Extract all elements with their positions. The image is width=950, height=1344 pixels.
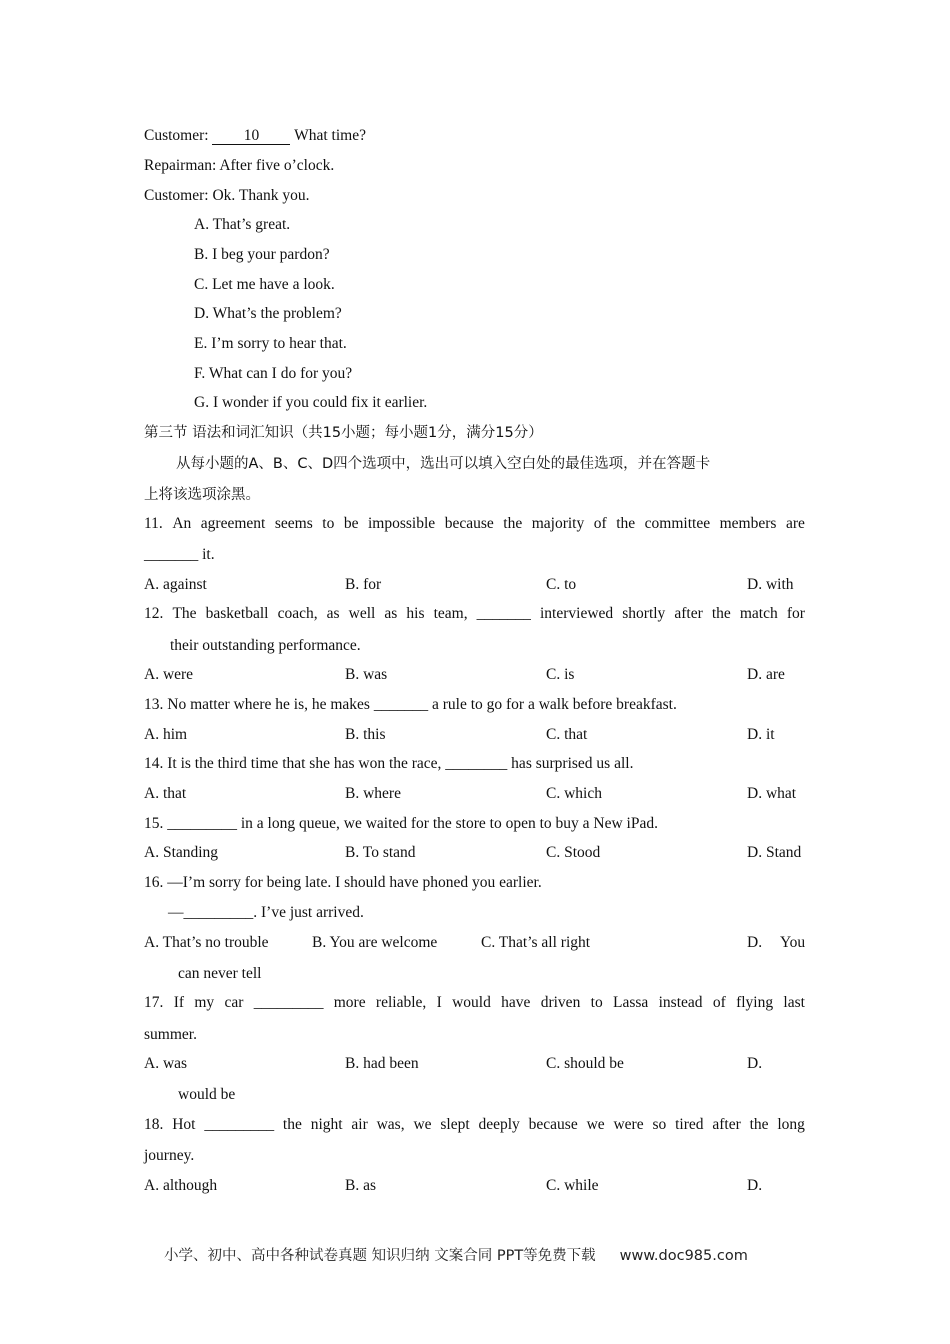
stem-word: air [351,1116,368,1133]
stem-word: reliable, [375,994,427,1011]
question-18-stem [144,1115,805,1135]
q13-option-a: A. him [144,726,188,743]
q13-option-c: C. that [546,726,588,743]
stem-word: as [326,605,340,622]
dialogue-line: Customer: Ok. Thank you. [144,187,310,204]
stem-word: flying [736,994,774,1011]
q11-option-a: A. against [144,576,207,593]
question-17-stem [144,993,805,1013]
q16-option-a: A. That’s no trouble [144,934,269,951]
q12-option-c: C. is [546,666,575,683]
stem-word: team, [433,605,468,622]
option-item: G. I wonder if you could fix it earlier. [194,394,428,411]
q17-option-b: B. had been [345,1055,419,1072]
stem-word: instead [658,994,703,1011]
q14-option-c: C. which [546,785,602,802]
dialogue-line-customer-10 [144,126,366,146]
q11-option-b: B. for [345,576,382,593]
q15-option-a: A. Standing [144,844,219,861]
question-13-stem: 13. No matter where he is, he makes _______ a rule to go for a walk before breakfast. [144,696,677,713]
q16-option-c: C. That’s all right [481,934,591,951]
stem-word: committee [644,515,711,532]
stem-word: members [719,515,777,532]
q12-option-b: B. was [345,666,388,683]
stem-word: for [786,605,805,622]
speaker-label: Customer: [144,127,209,144]
stem-word: because [444,515,494,532]
stem-word: Lassa [613,994,649,1011]
stem-word: are [785,515,805,532]
q12-option-d: D. are [747,666,785,683]
option-item: B. I beg your pardon? [194,246,330,263]
stem-word: so [652,1116,667,1133]
stem-word: the [749,1116,769,1133]
q14-option-a: A. that [144,785,187,802]
stem-word: basketball [205,605,269,622]
q16-option-d-text: You [780,934,806,951]
option-item: F. What can I do for you? [194,365,353,382]
section-instruction: 从每小题的A、B、C、D四个选项中，选出可以填入空白处的最佳选项，并在答题卡 [176,456,711,472]
footer-text: 小学、初中、高中各种试卷真题 知识归纳 文案合同 PPT等免费下载 [164,1248,596,1264]
stem-word: long [777,1116,805,1133]
stem-word: we [586,1116,605,1133]
stem-word: after [712,1116,741,1133]
option-item: A. That’s great. [194,216,291,233]
stem-word: 12. [144,605,164,622]
stem-word: seems [274,515,313,532]
stem-word: we [413,1116,432,1133]
q11-option-d: D. with [747,576,794,593]
stem-word: _______ [476,605,531,622]
q12-option-a: A. were [144,666,194,683]
q17-option-a: A. was [144,1055,188,1072]
stem-word: of [712,994,726,1011]
dialogue-line: Repairman: After five o’clock. [144,157,335,174]
question-12-stem [144,604,805,624]
q11-option-c: C. to [546,576,577,593]
stem-word: were [613,1116,644,1133]
stem-word: as [384,605,398,622]
stem-word: the [616,515,636,532]
footer-url-link[interactable]: www.doc985.com [619,1248,748,1264]
stem-word: I [436,994,442,1011]
stem-word: was, [376,1116,405,1133]
stem-word: driven [540,994,581,1011]
q16-option-b: B. You are welcome [312,934,438,951]
q16-option-d-cont: can never tell [178,965,262,982]
stem-word: have [501,994,531,1011]
section-instruction: 上将该选项涂黑。 [144,487,260,503]
stem-word: of [593,515,607,532]
q18-option-b: B. as [345,1177,376,1194]
question-11-stem-cont: _______ it. [144,546,215,563]
question-18-stem-cont: journey. [144,1147,195,1164]
stem-word: interviewed [540,605,614,622]
stem-word: tired [675,1116,704,1133]
stem-word: 17. [144,994,164,1011]
q15-option-b: B. To stand [345,844,416,861]
stem-word: to [322,515,335,532]
question-12-stem-cont: their outstanding performance. [170,637,361,654]
q15-option-c: C. Stood [546,844,601,861]
question-15-stem: 15. _________ in a long queue, we waited for the store to open to buy a New iPad. [144,815,658,832]
section-title: 第三节 语法和词汇知识（共15小题；每小题1分，满分15分） [144,425,543,441]
stem-word: his [406,605,425,622]
stem-word: my [194,994,215,1011]
q17-option-d-cont: would be [178,1086,236,1103]
stem-word: impossible [368,515,436,532]
stem-word: match [739,605,778,622]
stem-word: to [590,994,603,1011]
stem-word: If [173,994,185,1011]
stem-word: Hot [172,1116,196,1133]
stem-word: last [783,994,805,1011]
stem-word: 11. [144,515,163,532]
stem-word: The [172,605,197,622]
stem-word: deeply [478,1116,520,1133]
stem-word: be [343,515,359,532]
option-item: D. What’s the problem? [194,305,342,322]
q13-option-b: B. this [345,726,386,743]
q15-option-d: D. Stand [747,844,802,861]
stem-word: the [282,1116,302,1133]
stem-word: the [503,515,523,532]
stem-word: 18. [144,1116,164,1133]
q18-option-d: D. [747,1177,763,1194]
stem-word: coach, [277,605,318,622]
answer-blank-10: 10 [212,127,290,145]
stem-word: well [348,605,376,622]
question-16-stem: 16. —I’m sorry for being late. I should have phoned you earlier. [144,874,542,891]
stem-word: majority [531,515,585,532]
q17-option-d: D. [747,1055,763,1072]
stem-word: slept [440,1116,470,1133]
stem-word: more [333,994,366,1011]
stem-word: the [711,605,731,622]
q13-option-d: D. it [747,726,775,743]
q14-option-b: B. where [345,785,401,802]
stem-word: shortly [622,605,666,622]
question-17-stem-cont: summer. [144,1026,197,1043]
q16-option-d: D. [747,934,763,951]
question-11-stem [144,514,805,534]
question-14-stem: 14. It is the third time that she has won the race, ________ has surprised us all. [144,755,634,772]
q18-option-a: A. although [144,1177,218,1194]
page-footer [164,1244,748,1265]
stem-word: night [310,1116,343,1133]
stem-word: _________ [204,1116,275,1133]
stem-word: would [452,994,491,1011]
q18-option-c: C. while [546,1177,599,1194]
stem-word: An [172,515,192,532]
dialogue-text: What time? [294,127,366,144]
stem-word: _________ [253,994,324,1011]
stem-word: because [528,1116,578,1133]
option-item: C. Let me have a look. [194,276,335,293]
stem-word: agreement [200,515,266,532]
stem-word: after [674,605,703,622]
q14-option-d: D. what [747,785,797,802]
question-16-reply: —_________. I’ve just arrived. [168,904,364,921]
stem-word: car [224,994,244,1011]
option-item: E. I’m sorry to hear that. [194,335,347,352]
q17-option-c: C. should be [546,1055,624,1072]
